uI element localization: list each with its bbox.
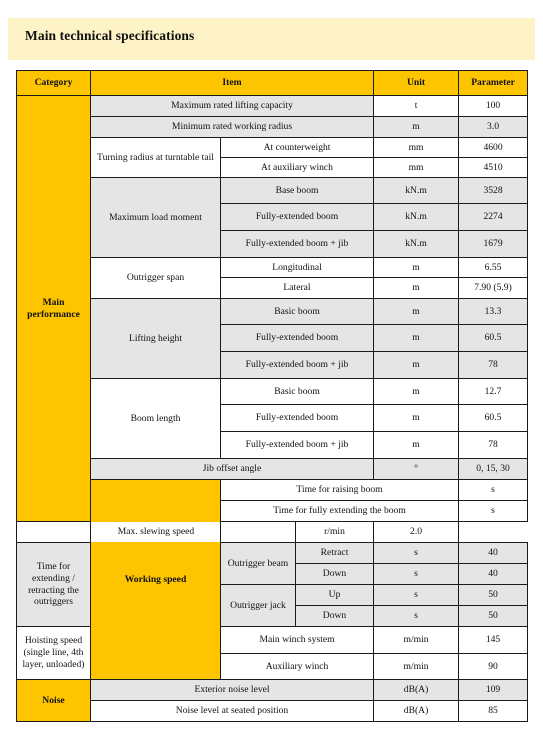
parameter-cell: 2274 <box>459 204 528 231</box>
category-main-performance: Main performance <box>17 96 91 522</box>
table-row <box>17 379 528 405</box>
unit-cell: m <box>374 117 459 138</box>
parameter-cell: 60.5 <box>459 405 528 432</box>
table-row <box>17 299 528 325</box>
table-row <box>17 701 528 722</box>
parameter-cell: 109 <box>459 680 528 701</box>
parameter-cell: 7.90 (5.9) <box>459 278 528 299</box>
subgroup-label: Outrigger jack <box>221 585 296 627</box>
parameter-cell: 85 <box>459 701 528 722</box>
parameter-cell: 78 <box>459 432 528 459</box>
item-cell: Down <box>296 564 374 585</box>
item-cell: Fully-extended boom <box>221 325 374 352</box>
unit-cell: s <box>374 606 459 627</box>
unit-cell: m/min <box>374 654 459 680</box>
category-noise: Noise <box>17 680 91 722</box>
unit-cell: s <box>459 501 528 522</box>
item-cell: Noise level at seated position <box>91 701 374 722</box>
table-row <box>17 178 528 204</box>
item-cell: Down <box>296 606 374 627</box>
item-cell: Time for raising boom <box>221 480 459 501</box>
unit-cell: m <box>374 379 459 405</box>
table-header-row <box>17 71 528 96</box>
table-row <box>17 480 528 501</box>
unit-cell: s <box>374 543 459 564</box>
item-cell: Longitudinal <box>221 258 374 278</box>
header-item: Item <box>91 71 374 96</box>
group-label: Outrigger span <box>91 258 221 299</box>
unit-cell: m <box>374 258 459 278</box>
parameter-cell: 145 <box>459 627 528 654</box>
parameter-cell: 50 <box>459 585 528 606</box>
table-row <box>17 117 528 138</box>
item-cell: Maximum rated lifting capacity <box>91 96 374 117</box>
header-category: Category <box>17 71 91 96</box>
table-row <box>17 138 528 158</box>
unit-cell: s <box>374 564 459 585</box>
item-cell: Up <box>296 585 374 606</box>
unit-cell: m <box>374 299 459 325</box>
unit-cell: kN.m <box>374 178 459 204</box>
parameter-cell: 90 <box>459 654 528 680</box>
item-cell: Base boom <box>221 178 374 204</box>
unit-cell: kN.m <box>374 204 459 231</box>
parameter-cell: 2.0 <box>374 522 459 543</box>
header-unit: Unit <box>374 71 459 96</box>
unit-cell: m <box>374 352 459 379</box>
parameter-cell: 12.7 <box>459 379 528 405</box>
parameter-cell: 100 <box>459 96 528 117</box>
title-band <box>8 18 535 60</box>
unit-cell: m <box>374 405 459 432</box>
item-cell: Max. slewing speed <box>17 522 296 543</box>
unit-cell: mm <box>374 138 459 158</box>
item-cell: Basic boom <box>221 379 374 405</box>
parameter-cell: 6.55 <box>459 258 528 278</box>
unit-cell: mm <box>374 158 459 178</box>
specifications-table <box>16 70 528 722</box>
item-cell: Fully-extended boom <box>221 405 374 432</box>
item-cell: At counterweight <box>221 138 374 158</box>
parameter-cell: 13.3 <box>459 299 528 325</box>
item-cell: At auxiliary winch <box>221 158 374 178</box>
unit-cell: s <box>459 480 528 501</box>
unit-cell: m <box>374 278 459 299</box>
item-cell: Main winch system <box>221 627 374 654</box>
item-cell: Fully-extended boom + jib <box>221 352 374 379</box>
item-cell: Auxiliary winch <box>221 654 374 680</box>
parameter-cell: 40 <box>459 543 528 564</box>
category-working-speed: Working speed <box>91 480 221 680</box>
table-row <box>17 459 528 480</box>
unit-cell: s <box>374 585 459 606</box>
parameter-cell: 3528 <box>459 178 528 204</box>
item-cell: Jib offset angle <box>91 459 374 480</box>
group-label: Boom length <box>91 379 221 459</box>
unit-cell: t <box>374 96 459 117</box>
item-cell: Lateral <box>221 278 374 299</box>
parameter-cell: 4510 <box>459 158 528 178</box>
table-row <box>17 96 528 117</box>
table-row <box>17 258 528 278</box>
table-row <box>17 522 528 543</box>
parameter-cell: 40 <box>459 564 528 585</box>
item-cell: Retract <box>296 543 374 564</box>
unit-cell: ° <box>374 459 459 480</box>
page-title: Main technical specifications <box>25 28 195 43</box>
group-label: Hoisting speed (single line, 4th layer, unloaded) <box>17 627 91 680</box>
item-cell: Time for fully extending the boom <box>221 501 459 522</box>
unit-cell: r/min <box>296 522 374 543</box>
item-cell: Minimum rated working radius <box>91 117 374 138</box>
parameter-cell: 1679 <box>459 231 528 258</box>
parameter-cell: 4600 <box>459 138 528 158</box>
header-parameter: Parameter <box>459 71 528 96</box>
group-label: Time for extending / retracting the outriggers <box>17 543 91 627</box>
item-cell: Basic boom <box>221 299 374 325</box>
unit-cell: m <box>374 432 459 459</box>
item-cell: Fully-extended boom <box>221 204 374 231</box>
subgroup-label: Outrigger beam <box>221 543 296 585</box>
parameter-cell: 0, 15, 30 <box>459 459 528 480</box>
parameter-cell: 78 <box>459 352 528 379</box>
parameter-cell: 60.5 <box>459 325 528 352</box>
group-label: Maximum load moment <box>91 178 221 258</box>
parameter-cell: 3.0 <box>459 117 528 138</box>
unit-cell: kN.m <box>374 231 459 258</box>
item-cell: Exterior noise level <box>91 680 374 701</box>
table-row <box>17 680 528 701</box>
group-label: Turning radius at turntable tail <box>91 138 221 178</box>
item-cell: Fully-extended boom + jib <box>221 231 374 258</box>
parameter-cell: 50 <box>459 606 528 627</box>
unit-cell: dB(A) <box>374 701 459 722</box>
unit-cell: m/min <box>374 627 459 654</box>
group-label: Lifting height <box>91 299 221 379</box>
item-cell: Fully-extended boom + jib <box>221 432 374 459</box>
unit-cell: m <box>374 325 459 352</box>
unit-cell: dB(A) <box>374 680 459 701</box>
